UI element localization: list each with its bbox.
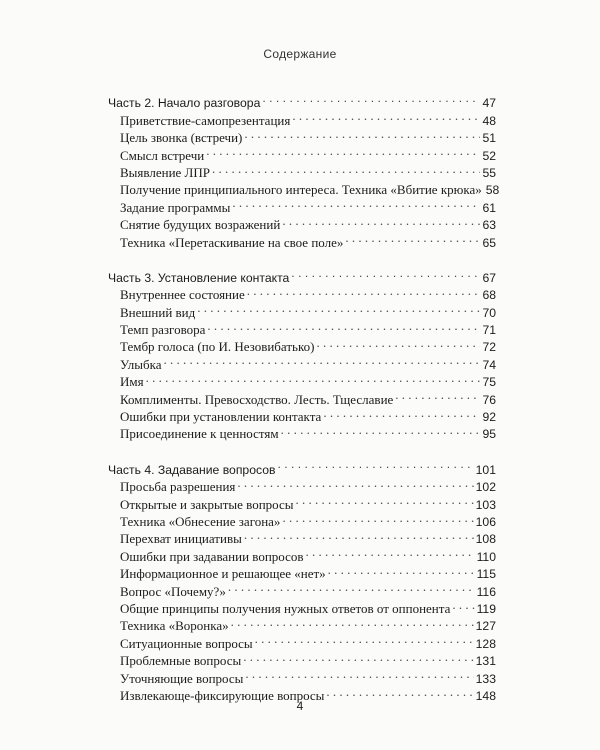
toc-entry-title: Смысл встречи <box>120 147 205 163</box>
toc-entry-title: Выявление ЛПР <box>120 164 210 180</box>
dot-leader <box>245 665 473 682</box>
dot-leader <box>296 491 474 508</box>
dot-leader <box>395 386 480 403</box>
toc-entry-title: Имя <box>120 374 144 390</box>
toc-entry-page: 108 <box>475 532 496 547</box>
dot-leader <box>212 160 480 177</box>
dot-leader <box>243 648 473 665</box>
toc-entry-title: Задание программы <box>120 199 231 215</box>
toc-entry-title: Техника «Перетаскивание на свое поле» <box>120 234 344 250</box>
dot-leader <box>282 509 473 526</box>
dot-leader <box>163 351 480 368</box>
toc-part-heading <box>108 90 496 111</box>
toc-entry <box>108 369 496 390</box>
toc-entry-title: Уточняющие вопросы <box>120 670 244 686</box>
toc-part <box>108 456 496 703</box>
dot-leader <box>232 194 480 211</box>
toc-entry-page: 116 <box>476 584 496 599</box>
toc-entry-title: Приветствие-самопрезентация <box>120 112 291 128</box>
toc-entry-title: Внешний вид <box>120 304 196 320</box>
toc-entry-page: 95 <box>482 427 496 442</box>
toc-entry-title: Улыбка <box>120 356 162 372</box>
toc-entry-title: Снятие будущих возражений <box>120 217 281 233</box>
toc-entry-page: 115 <box>476 567 496 582</box>
toc-entry-title: Извлекающе-фиксирующие вопросы <box>120 687 325 703</box>
toc-entry-title: Внутреннее состояние <box>120 287 245 303</box>
dot-leader <box>316 334 480 351</box>
toc-entry-title: Ошибки при установлении контакта <box>120 409 322 425</box>
dot-leader <box>228 578 475 595</box>
toc-entry-page: 102 <box>475 480 496 495</box>
toc-entry-page: 52 <box>482 148 496 163</box>
toc-entry-title: Темп разговора <box>120 322 206 338</box>
toc-part <box>108 90 500 250</box>
toc-entry-title: Комплименты. Превосходство. Лесть. Тщеславие <box>120 391 394 407</box>
toc-entry-page: 63 <box>482 218 496 233</box>
dot-leader <box>291 265 480 282</box>
toc-entry-title: Тембр голоса (по И. Незовибатько) <box>120 339 315 355</box>
running-title: Содержание <box>263 47 337 61</box>
toc-part-page: 67 <box>482 270 496 285</box>
toc-part-heading <box>108 265 496 285</box>
toc-entry-title: Техника «Обнесение загона» <box>120 513 281 529</box>
toc-entry-page: 51 <box>482 131 496 146</box>
toc-entry-title: Проблемные вопросы <box>120 653 242 669</box>
toc-entry-title: Просьба разрешения <box>120 479 236 495</box>
toc-entry-page: 127 <box>475 619 496 634</box>
dot-leader <box>281 421 481 438</box>
toc-entry-page: 76 <box>482 392 496 407</box>
dot-leader <box>345 229 480 246</box>
toc-entry-page: 128 <box>475 636 496 651</box>
dot-leader <box>237 474 473 491</box>
dot-leader <box>282 212 480 229</box>
dot-leader <box>206 142 480 159</box>
toc-entry-title: Ситуационные вопросы <box>120 635 253 651</box>
toc-entry-title: Техника «Воронка» <box>120 618 229 634</box>
toc-entry-title: Перехват инициативы <box>120 531 242 547</box>
toc-part-page: 47 <box>482 96 496 111</box>
dot-leader <box>207 317 480 334</box>
toc-part <box>108 265 496 442</box>
toc-entry-page: 68 <box>482 288 496 303</box>
toc-part-page: 101 <box>475 462 496 477</box>
toc-part-heading <box>108 456 496 477</box>
toc-entry <box>108 386 496 407</box>
toc-entry-page: 133 <box>475 671 496 686</box>
dot-leader <box>262 90 480 107</box>
toc-entry-page: 61 <box>482 200 496 215</box>
dot-leader <box>292 107 480 124</box>
dot-leader <box>328 561 475 578</box>
dot-leader <box>255 630 474 647</box>
toc-part-title: Часть 2. Начало разговора <box>108 96 261 111</box>
toc-entry-page: 71 <box>482 323 496 338</box>
toc-part-title: Часть 3. Установление контакта <box>108 270 290 285</box>
dot-leader <box>197 299 480 316</box>
toc-entry-page: 74 <box>482 357 496 372</box>
dot-leader <box>244 526 474 543</box>
toc-entry-page: 70 <box>482 305 496 320</box>
toc-entry-page: 55 <box>482 165 496 180</box>
toc-entry-page: 58 <box>485 183 500 198</box>
dot-leader <box>244 125 480 142</box>
toc-entry-page: 148 <box>475 688 496 703</box>
table-of-contents <box>108 90 500 718</box>
toc-entry-page: 48 <box>482 113 496 128</box>
dot-leader <box>452 596 474 613</box>
toc-entry-title: Информационное и решающее «нет» <box>120 566 326 582</box>
toc-entry-page: 72 <box>482 340 496 355</box>
toc-entry-page: 110 <box>476 549 496 564</box>
page-number: 4 <box>296 699 304 713</box>
toc-entry-page: 106 <box>475 514 496 529</box>
toc-entry-page: 103 <box>475 497 496 512</box>
dot-leader <box>323 404 480 421</box>
toc-entry <box>108 351 496 372</box>
dot-leader <box>146 369 481 386</box>
dot-leader <box>306 543 475 560</box>
dot-leader <box>277 456 473 473</box>
dot-leader <box>326 683 473 700</box>
toc-entry-page: 65 <box>482 235 496 250</box>
toc-entry-title: Получение принципиального интереса. Техника «Вбитие крюка» <box>120 182 482 198</box>
toc-part-title: Часть 4. Задавание вопросов <box>108 462 276 477</box>
toc-entry-title: Цель звонка (встречи) <box>120 130 243 146</box>
toc-entry-page: 119 <box>476 601 496 616</box>
dot-leader <box>231 613 474 630</box>
toc-entry-page: 92 <box>482 410 496 425</box>
toc-entry-page: 131 <box>475 654 496 669</box>
toc-entry-page: 75 <box>482 375 496 390</box>
toc-entry-title: Присоединение к ценностям <box>120 426 279 442</box>
toc-entry-title: Ошибки при задавании вопросов <box>120 548 304 564</box>
dot-leader <box>247 282 481 299</box>
toc-entry-title: Вопрос «Почему?» <box>120 583 226 599</box>
toc-entry-title: Открытые и закрытые вопросы <box>120 496 294 512</box>
toc-entry-title: Общие принципы получения нужных ответов от оппонента <box>120 600 451 616</box>
